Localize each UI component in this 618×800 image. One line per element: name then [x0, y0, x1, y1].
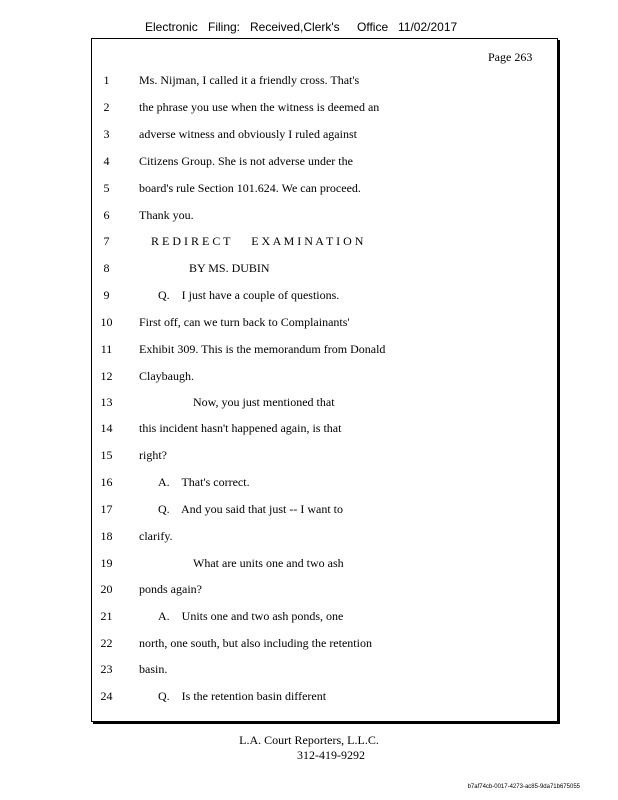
transcript-line	[0, 529, 618, 545]
line-number: 9	[103, 288, 110, 302]
header-electronic: Electronic	[145, 20, 198, 34]
line-number: 1	[103, 73, 110, 87]
line-text: What are units one and two ash	[193, 556, 344, 570]
transcript-line	[0, 288, 618, 304]
line-text: Claybaugh.	[139, 369, 194, 383]
line-number: 10	[100, 315, 113, 329]
header-filing: Filing:	[208, 20, 241, 34]
line-number: 16	[100, 475, 113, 489]
line-number: 6	[103, 208, 110, 222]
line-number: 20	[100, 582, 113, 596]
reporter-footer	[0, 733, 618, 763]
transcript-line	[0, 369, 618, 385]
line-number: 5	[103, 181, 110, 195]
transcript-line	[0, 181, 618, 197]
line-text: right?	[139, 448, 167, 462]
line-text: First off, can we turn back to Complainants'	[139, 315, 350, 329]
transcript-line	[0, 261, 618, 277]
page-label: Page 263	[488, 50, 533, 64]
transcript-line	[0, 556, 618, 572]
line-text: clarify.	[139, 529, 173, 543]
line-text: A. Units one and two ash ponds, one	[158, 609, 344, 623]
transcript-line	[0, 395, 618, 411]
line-text: Exhibit 309. This is the memorandum from Donald	[139, 342, 386, 356]
transcript-line	[0, 234, 618, 250]
transcript-line	[0, 315, 618, 331]
line-text: the phrase you use when the witness is deemed an	[139, 100, 380, 114]
line-text: BY MS. DUBIN	[189, 261, 270, 275]
line-text: A. That's correct.	[158, 475, 250, 489]
reporter-phone: 312-419-9292	[297, 748, 365, 762]
line-text: basin.	[139, 662, 168, 676]
transcript-line	[0, 475, 618, 491]
line-number: 15	[100, 448, 113, 462]
line-number: 4	[103, 154, 110, 168]
line-number: 12	[100, 369, 113, 383]
line-number: 8	[103, 261, 110, 275]
line-number: 24	[100, 689, 113, 703]
line-text: Q. And you said that just -- I want to	[158, 502, 343, 516]
transcript-line	[0, 154, 618, 170]
transcript-line	[0, 662, 618, 678]
transcript-line	[0, 582, 618, 598]
transcript-line	[0, 73, 618, 89]
transcript-line	[0, 689, 618, 705]
document-hash: b7af74cb-0017-4273-ac85-9da71b675055	[467, 784, 580, 790]
line-number: 19	[100, 556, 113, 570]
line-number: 14	[100, 421, 113, 435]
line-text: Thank you.	[139, 208, 194, 222]
line-number: 7	[103, 234, 110, 248]
line-text: Citizens Group. She is not adverse under the	[139, 154, 353, 168]
line-number: 2	[103, 100, 110, 114]
line-number: 11	[100, 342, 113, 356]
transcript-line	[0, 342, 618, 358]
line-number: 22	[100, 636, 113, 650]
line-text: R E D I R E C T E X A M I N A T I O N	[151, 234, 364, 248]
transcript-line	[0, 421, 618, 437]
transcript-line	[0, 100, 618, 116]
transcript-line	[0, 208, 618, 224]
line-text: Q. I just have a couple of questions.	[158, 288, 340, 302]
transcript-line	[0, 127, 618, 143]
line-text: this incident hasn't happened again, is that	[139, 421, 342, 435]
header-date: 11/02/2017	[398, 20, 458, 34]
header-office: Office	[357, 20, 389, 34]
line-number: 21	[100, 609, 113, 623]
transcript-line	[0, 502, 618, 518]
line-number: 3	[103, 127, 110, 141]
transcript-line	[0, 609, 618, 625]
line-text: Now, you just mentioned that	[193, 395, 335, 409]
line-text: adverse witness and obviously I ruled against	[139, 127, 357, 141]
line-text: ponds again?	[139, 582, 202, 596]
line-number: 13	[100, 395, 113, 409]
line-number: 18	[100, 529, 113, 543]
transcript-line	[0, 448, 618, 464]
header-received: Received,Clerk's	[250, 20, 340, 34]
line-text: Q. Is the retention basin different	[158, 689, 327, 703]
reporter-company: L.A. Court Reporters, L.L.C.	[239, 733, 379, 747]
line-number: 17	[100, 502, 113, 516]
line-text: board's rule Section 101.624. We can proceed.	[139, 181, 361, 195]
line-text: north, one south, but also including the retention	[139, 636, 372, 650]
line-text: Ms. Nijman, I called it a friendly cross. That's	[139, 73, 360, 87]
line-number: 23	[100, 662, 113, 676]
transcript-line	[0, 636, 618, 652]
